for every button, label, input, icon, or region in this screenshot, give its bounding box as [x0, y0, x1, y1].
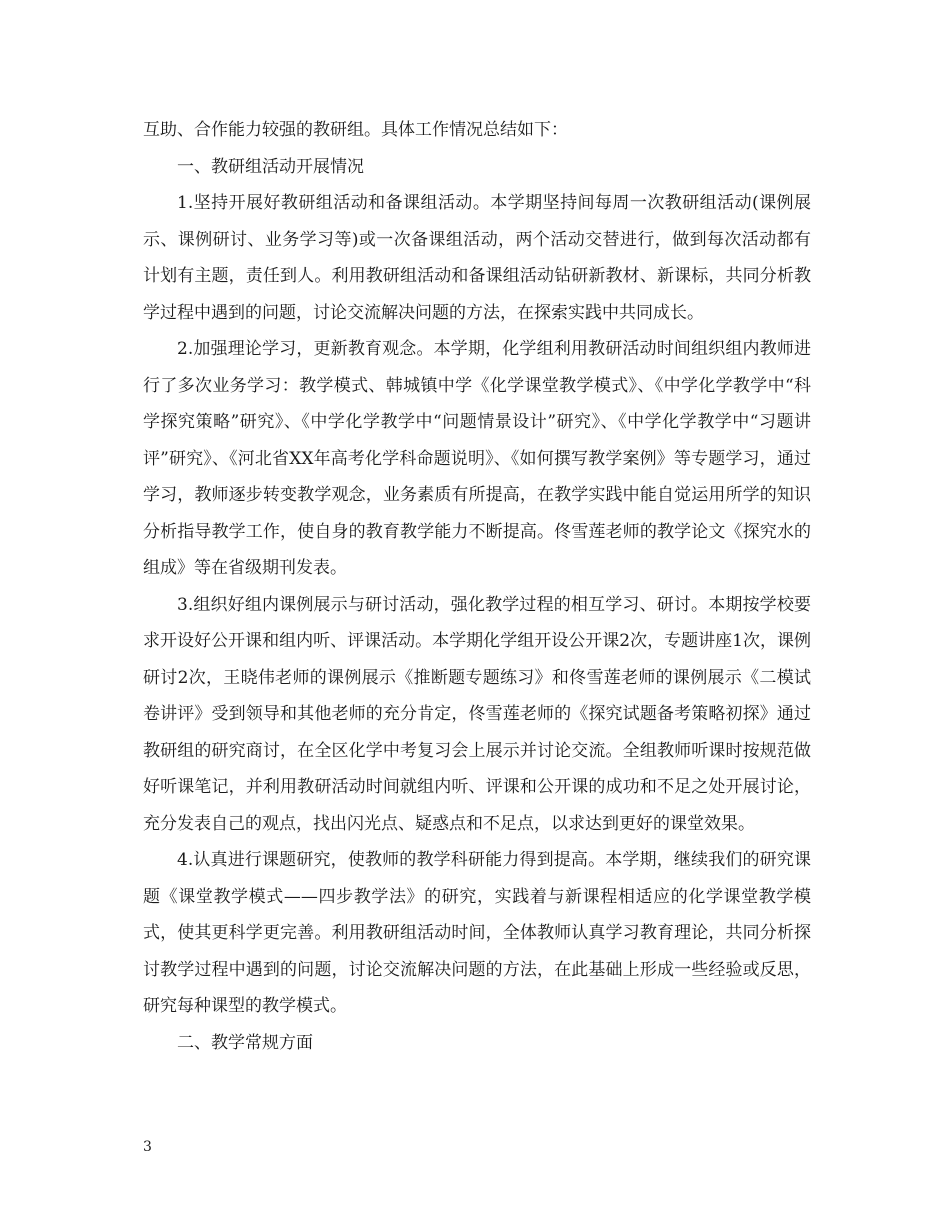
- body-text: [143, 112, 811, 1061]
- paragraph: 1.坚持开展好教研组活动和备课组活动。本学期坚持间每周一次教研组活动(课例展示、课例研讨、业务学习等)或一次备课组活动，两个活动交替进行，做到每次活动都有计划有主题，责任到人。利用教研组活动和备课组活动钻研新教材、新课标，共同分析教学过程中遇到的问题，讨论交流解决问题的方法，在探索实践中共同成长。: [143, 193, 811, 323]
- paragraph: 互助、合作能力较强的教研组。具体工作情况总结如下：: [143, 120, 568, 140]
- paragraph: 一、教研组活动开展情况: [177, 156, 364, 177]
- paragraph: 4.认真进行课题研究，使教师的教学科研能力得到提高。本学期，继续我们的研究课题《课堂教学模式——四步教学法》的研究，实践着与新课程相适应的化学课堂教学模式，使其更科学更完善。利用教研组活动时间，全体教师认真学习教育理论，共同分析探讨教学过程中遇到的问题，讨论交流解决问题的方法，在此基础上形成一些经验或反思，研究每种课型的教学模式。: [143, 850, 811, 1016]
- paragraph: 2.加强理论学习，更新教育观念。本学期，化学组利用教研活动时间组织组内教师进行了多次业务学习：教学模式、韩城镇中学《化学课堂教学模式》、《中学化学教学中“科学探究策略”研究》、《中学化学教学中“问题情景设计”研究》、《中学化学教学中“习题讲评”研究》、《河北省XX年高考化学科命题说明》、《如何撰写教学案例》等专题学习，通过学习，教师逐步转变教学观念，业务素质有所提高，在教学实践中能自觉运用所学的知识分析指导教学工作，使自身的教育教学能力不断提高。佟雪莲老师的教学论文《探究水的组成》等在省级期刊发表。: [143, 339, 811, 578]
- paragraph: 二、教学常规方面: [177, 1032, 313, 1053]
- paragraph: 3.组织好组内课例展示与研讨活动，强化教学过程的相互学习、研讨。本期按学校要求开设好公开课和组内听、评课活动。本学期化学组开设公开课2次，专题讲座1次，课例研讨2次，王晓伟老师的课例展示《推断题专题练习》和佟雪莲老师的课例展示《二模试卷讲评》受到领导和其他老师的充分肯定，佟雪莲老师的《探究试题备考策略初探》通过教研组的研究商讨，在全区化学中考复习会上展示并讨论交流。全组教师听课时按规范做好听课笔记，并利用教研活动时间就组内听、评课和公开课的成功和不足之处开展讨论，充分发表自己的观点，找出闪光点、疑惑点和不足点，以求达到更好的课堂效果。: [143, 594, 811, 834]
- page-number: 3: [143, 1139, 152, 1155]
